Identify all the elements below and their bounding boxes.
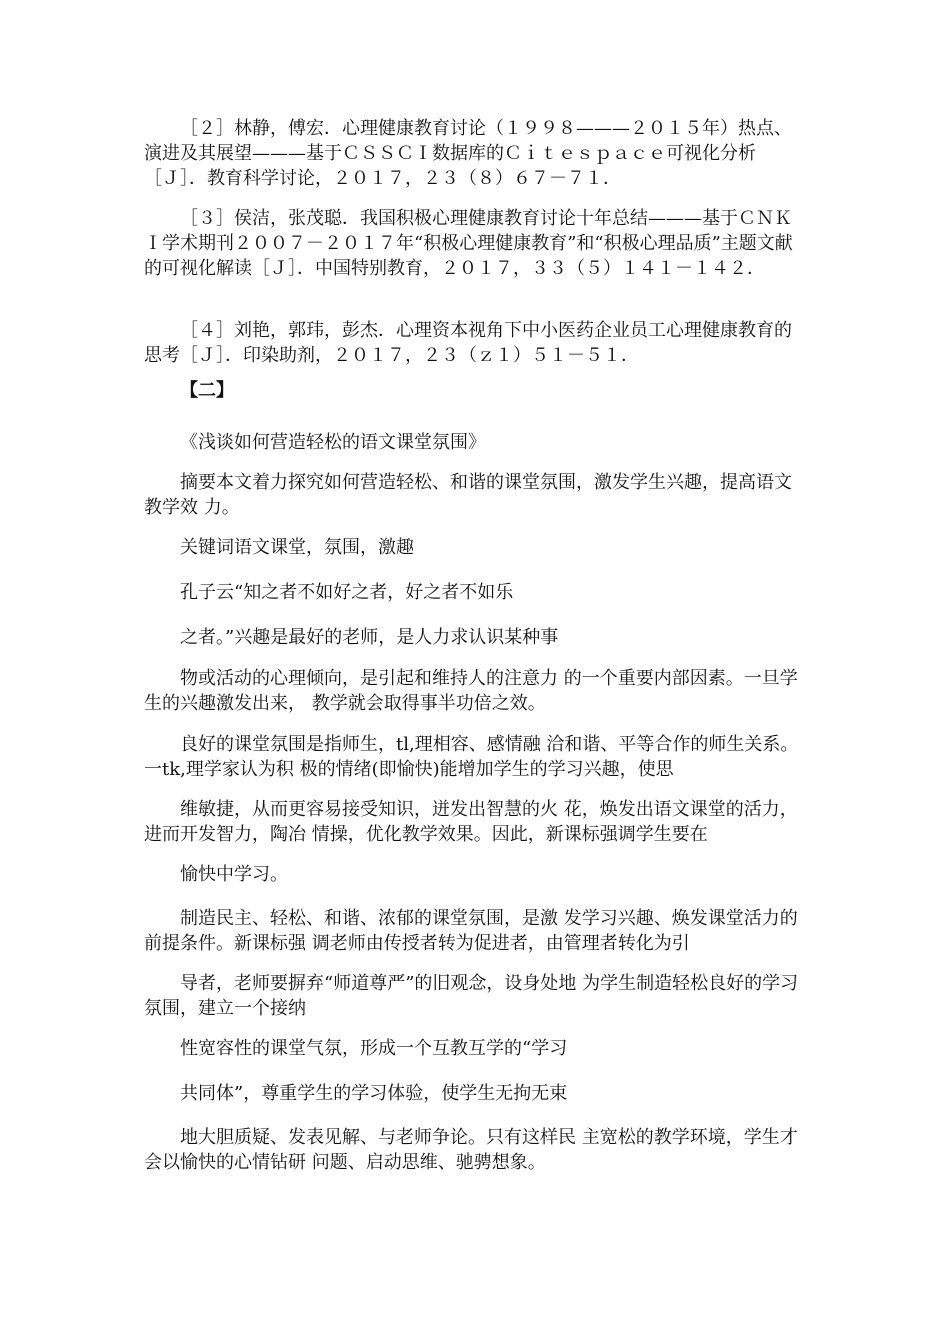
- reference-4: ［４］刘艳，郭玮，彭杰．心理资本视角下中小医药企业员工心理健康教育的思考［Ｊ］．印染助剂，２０１７，２３（ｚ１）５１－５１．: [144, 320, 792, 366]
- body-paragraph: 物或活动的心理倾向，是引起和维持人的注意力 的一个重要内部因素。一旦学生的兴趣激发出来， 教学就会取得事半功倍之效。: [144, 668, 798, 714]
- article-title: 《浅谈如何营造轻松的语文课堂氛围》: [180, 432, 486, 453]
- body-paragraph: 制造民主、轻松、和谐、浓郁的课堂氛围，是激 发学习兴趣、焕发课堂活力的前提条件。新课标强 调老师由传授者转为促进者，由管理者转化为引: [144, 908, 798, 954]
- body-paragraph: 共同体”，尊重学生的学习体验，使学生无拘无束: [180, 1083, 568, 1104]
- section-heading: 【二】: [180, 380, 234, 401]
- body-paragraph: 维敏捷，从而更容易接受知识，迸发出智慧的火 花，焕发出语文课堂的活力，进而开发智力，陶冶 情操，优化教学效果。因此，新课标强调学生要在: [144, 799, 798, 845]
- reference-3: ［３］侯洁，张茂聪．我国积极心理健康教育讨论十年总结———基于ＣＮＫＩ学术期刊２００７－２０１７年“积极心理健康教育”和“积极心理品质”主题文献的可视化解读［Ｊ］．中国特别教育，２０１７，３３（５）１４１－１４２．: [144, 208, 793, 279]
- body-paragraph: 性宽容性的课堂气氛，形成一个互教互学的“学习: [180, 1038, 568, 1059]
- body-paragraph: 孔子云“知之者不如好之者，好之者不如乐: [180, 582, 514, 603]
- body-paragraph: 地大胆质疑、发表见解、与老师争论。只有这样民 主宽松的教学环境，学生才会以愉快的心情钻研 问题、启动思维、驰骋想象。: [144, 1127, 798, 1173]
- body-paragraph: 导者，老师要摒弃“师道尊严”的旧观念，设身处地 为学生制造轻松良好的学习氛围，建立一个接纳: [144, 973, 799, 1019]
- body-paragraph: 之者。”兴趣是最好的老师，是人力求认识某种事: [180, 627, 559, 648]
- body-paragraph: 良好的课堂氛围是指师生，tl,理相容、感情融 洽和谐、平等合作的师生关系。一tk,理学家认为积 极的情绪(即愉快)能增加学生的学习兴趣，使思: [144, 734, 799, 780]
- reference-2: ［２］林静，傅宏．心理健康教育讨论（１９９８———２０１５年）热点、演进及其展望———基于ＣＳＳＣＩ数据库的Ｃｉｔｅｓｐａｃｅ可视化分析［Ｊ］．教育科学讨论，２０１７，２３（８）６７－７１．: [144, 118, 792, 189]
- body-paragraph: 愉快中学习。: [180, 864, 288, 885]
- keywords-paragraph: 关键词语文课堂，氛围，激趣: [180, 537, 414, 558]
- abstract-paragraph: 摘要本文着力探究如何营造轻松、和谐的课堂氛围，激发学生兴趣，提高语文教学效 力。: [144, 472, 792, 518]
